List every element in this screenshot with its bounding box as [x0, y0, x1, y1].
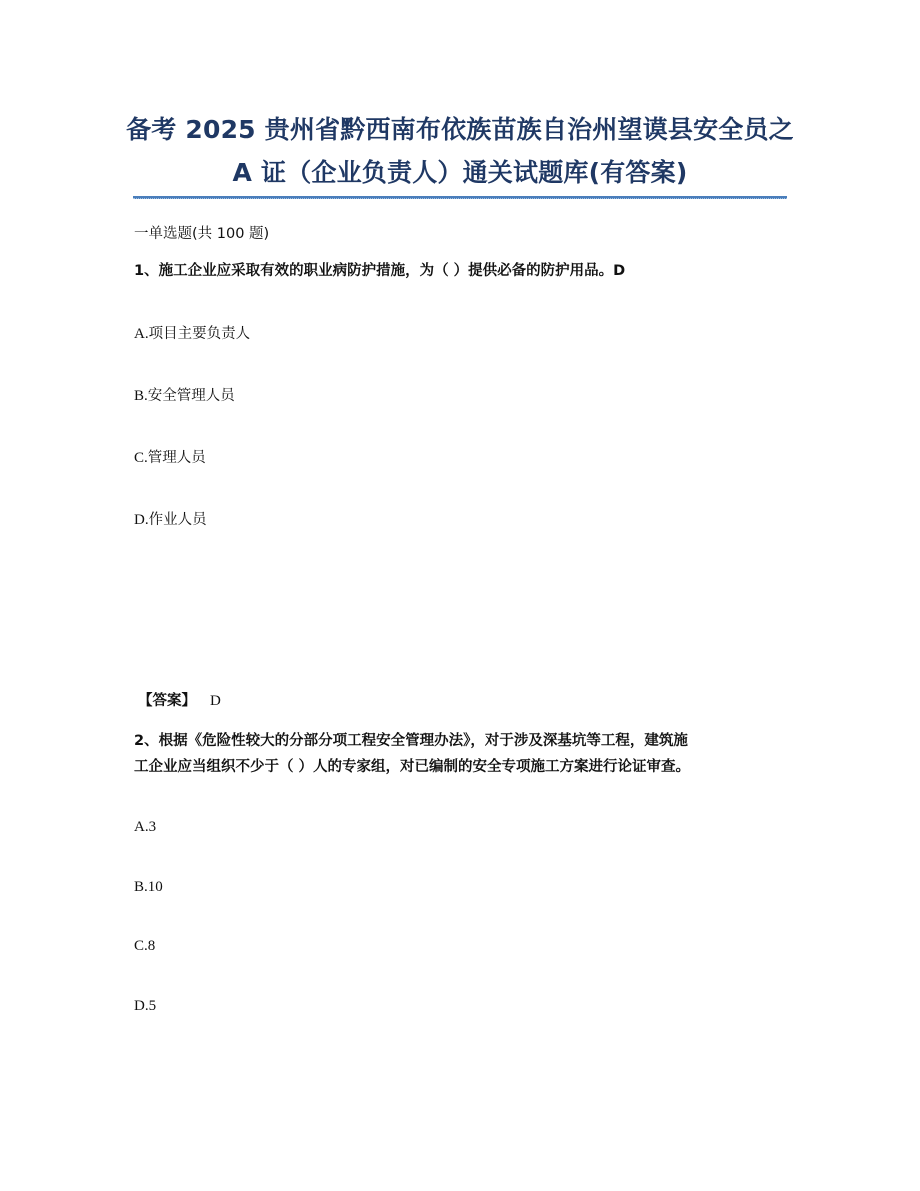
option-text: 5	[148, 998, 157, 1014]
option-text: 作业人员	[148, 512, 207, 528]
question-1-answer	[138, 691, 221, 711]
option-text: 安全管理人员	[147, 388, 235, 404]
question-2-text-line1: 2、根据《危险性较大的分部分项工程安全管理办法》，对于涉及深基坑等工程，建筑施	[134, 733, 688, 749]
section-heading: 一单选题(共 100 题)	[134, 226, 270, 242]
option-text: 10	[147, 879, 163, 895]
option-text: 项目主要负责人	[148, 326, 251, 342]
question-1-option-b	[134, 386, 235, 406]
option-text: 3	[148, 819, 157, 835]
option-letter: B.	[134, 879, 148, 895]
answer-label: 【答案】	[138, 693, 196, 709]
document-title-line1: 备考 2025 贵州省黔西南布依族苗族自治州望谟县安全员之	[126, 115, 794, 144]
document-title-line2: A 证（企业负责人）通关试题库(有答案)	[232, 158, 688, 187]
question-2-option-d	[134, 996, 156, 1016]
answer-value: D	[210, 693, 221, 709]
question-2-option-b	[134, 877, 163, 897]
question-2-option-c	[134, 936, 155, 956]
question-1-text: 1、施工企业应采取有效的职业病防护措施，为（ ）提供必备的防护用品。D	[134, 263, 626, 279]
question-2-option-a	[134, 817, 156, 837]
question-1-option-d	[134, 510, 207, 530]
option-letter: D.	[134, 998, 149, 1014]
option-letter: D.	[134, 512, 149, 528]
option-letter: C.	[134, 450, 148, 466]
option-letter: C.	[134, 938, 148, 954]
option-letter: A.	[134, 326, 149, 342]
option-letter: B.	[134, 388, 148, 404]
title-divider	[133, 196, 787, 199]
question-1-option-a	[134, 324, 250, 344]
option-text: 管理人员	[147, 450, 206, 466]
option-letter: A.	[134, 819, 149, 835]
question-2-text-line2: 工企业应当组织不少于（ ）人的专家组，对已编制的安全专项施工方案进行论证审查。	[134, 759, 691, 775]
option-text: 8	[147, 938, 156, 954]
question-1-option-c	[134, 448, 206, 468]
